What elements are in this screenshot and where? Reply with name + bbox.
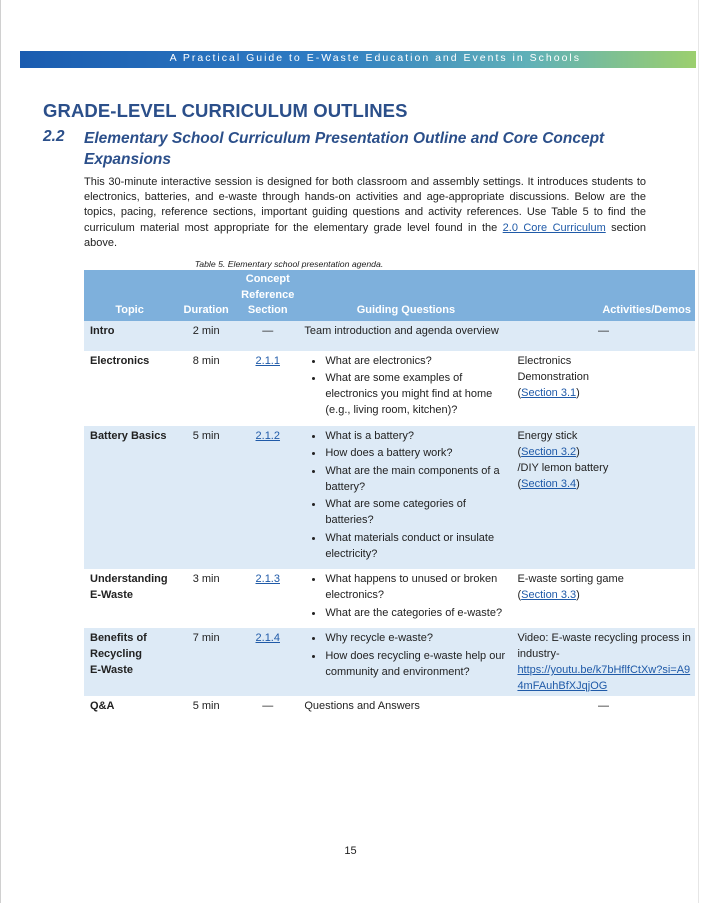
table-caption: Table 5. Elementary school presentation agenda. bbox=[194, 259, 384, 269]
activity-ref: (Section 3.2) bbox=[517, 445, 580, 458]
topic-line: E-Waste bbox=[90, 664, 133, 676]
cell-duration: 5 min bbox=[192, 700, 220, 712]
cell-activity: — bbox=[598, 700, 609, 712]
ref-link[interactable]: 2.1.2 bbox=[255, 429, 280, 442]
core-curriculum-link[interactable]: 2.0 Core Curriculum bbox=[502, 221, 606, 234]
section-link[interactable]: Section 3.4 bbox=[521, 477, 577, 490]
cell-ref bbox=[237, 426, 298, 570]
question-item: • What are the main components of a battery? bbox=[324, 463, 509, 495]
topic-line: Understanding bbox=[90, 573, 168, 585]
agenda-table bbox=[84, 270, 695, 720]
section-link[interactable]: Section 3.3 bbox=[521, 589, 577, 601]
cell-duration: 5 min bbox=[175, 426, 237, 570]
topic-line: E-Waste bbox=[90, 589, 133, 601]
table-row bbox=[84, 569, 695, 628]
banner-title: A Practical Guide to E-Waste Education and Events in Schools bbox=[169, 52, 581, 64]
question-item: • What happens to unused or broken electronics? bbox=[324, 571, 509, 603]
question-item: • What is a battery? bbox=[324, 428, 509, 444]
ref-link[interactable]: 2.1.4 bbox=[255, 632, 280, 644]
ref-link[interactable]: 2.1.1 bbox=[255, 354, 280, 367]
table-row bbox=[84, 628, 695, 696]
question-item: • What are the categories of e-waste? bbox=[324, 605, 509, 621]
cell-topic: Intro bbox=[84, 321, 175, 351]
cell-ref: — bbox=[262, 700, 274, 712]
cell-duration: 7 min bbox=[175, 628, 237, 696]
intro-text-end: section above. bbox=[84, 221, 646, 249]
table-row bbox=[84, 351, 695, 426]
cell-topic: Q&A bbox=[90, 700, 115, 712]
header-activities: Activities/Demos bbox=[513, 270, 695, 321]
question-item: • What are some categories of batteries? bbox=[324, 496, 509, 528]
activity-text: E-waste sorting game bbox=[517, 573, 624, 585]
intro-text-start: This 30-minute interactive session is designed for both classroom and assembly settings. It introduces students to electronics, batteries, and e-waste through hands-on activities and age-appropriate discussions. Below are the topics, pacing, reference sections, important guiding questions and activity references. Use Table 5 to find the curriculum material most appropriate for the elementary grade level found in the bbox=[84, 176, 646, 234]
topic-line: Recycling bbox=[90, 648, 142, 660]
cell-topic: Electronics bbox=[90, 354, 150, 367]
header-banner bbox=[20, 51, 696, 68]
question-item: • How does a battery work? bbox=[324, 445, 509, 461]
cell-duration: 2 min bbox=[175, 321, 237, 351]
question-item: • What materials conduct or insulate electricity? bbox=[324, 530, 509, 562]
topic-line: Benefits of bbox=[90, 632, 147, 644]
activity-text: /DIY lemon battery bbox=[517, 461, 609, 474]
cell-duration: 3 min bbox=[192, 573, 220, 585]
cell-guiding bbox=[298, 351, 513, 426]
table-row bbox=[84, 696, 695, 720]
section-link[interactable]: Section 3.1 bbox=[521, 386, 577, 399]
ref-link[interactable]: 2.1.3 bbox=[255, 573, 280, 585]
cell-duration: 8 min bbox=[192, 354, 220, 367]
question-item: • Why recycle e-waste? bbox=[324, 630, 509, 646]
cell-ref bbox=[237, 351, 298, 426]
cell-activity bbox=[513, 351, 695, 426]
page-number: 15 bbox=[344, 845, 357, 857]
section-title: GRADE-LEVEL CURRICULUM OUTLINES bbox=[43, 100, 408, 121]
section-link[interactable]: Section 3.2 bbox=[521, 445, 577, 458]
cell-guiding bbox=[298, 569, 513, 628]
question-item: • How does recycling e-waste help our community and environment? bbox=[324, 648, 509, 680]
cell-guiding: Team introduction and agenda overview bbox=[298, 321, 513, 351]
cell-activity bbox=[513, 569, 695, 628]
activity-text: Energy stick bbox=[517, 429, 578, 442]
video-link[interactable]: https://youtu.be/k7bHflfCtXw?si=A94mFAuhBfXJqjOG bbox=[517, 664, 691, 692]
header-duration: Duration bbox=[175, 270, 237, 321]
subsection-number: 2.2 bbox=[43, 128, 65, 145]
cell-ref: — bbox=[237, 321, 298, 351]
header-ref-line3: Section bbox=[247, 304, 288, 316]
activity-text: Demonstration bbox=[517, 370, 589, 383]
cell-guiding bbox=[298, 628, 513, 696]
header-ref-line2: Reference bbox=[241, 288, 295, 301]
table-row bbox=[84, 321, 695, 351]
header-guiding: Guiding Questions bbox=[298, 270, 513, 321]
intro-paragraph bbox=[84, 175, 646, 251]
activity-ref: (Section 3.1) bbox=[517, 386, 580, 399]
table-row bbox=[84, 426, 695, 570]
cell-topic bbox=[84, 569, 175, 628]
cell-activity bbox=[513, 426, 695, 570]
cell-ref bbox=[237, 569, 298, 628]
cell-activity bbox=[513, 628, 695, 696]
activity-ref: (Section 3.4) bbox=[517, 477, 580, 490]
header-ref-line1: Concept bbox=[245, 273, 290, 285]
cell-guiding: Questions and Answers bbox=[304, 700, 420, 712]
cell-ref bbox=[237, 628, 298, 696]
cell-activity: — bbox=[513, 321, 695, 351]
activity-ref: (Section 3.3) bbox=[517, 589, 580, 601]
cell-topic: Battery Basics bbox=[84, 426, 175, 570]
cell-topic bbox=[84, 628, 175, 696]
activity-text: Electronics bbox=[517, 354, 572, 367]
table-header-row bbox=[84, 270, 695, 321]
cell-guiding bbox=[298, 426, 513, 570]
activity-text: Video: E-waste recycling process in industry- bbox=[517, 632, 691, 660]
subsection-title: Elementary School Curriculum Presentation Outline and Core Concept Expansions bbox=[84, 130, 605, 168]
header-topic: Topic bbox=[84, 270, 175, 321]
question-item: • What are some examples of electronics you might find at home (e.g., living room, kitchen)? bbox=[324, 370, 509, 418]
header-concept-ref bbox=[237, 270, 298, 321]
question-item: • What are electronics? bbox=[324, 353, 509, 369]
